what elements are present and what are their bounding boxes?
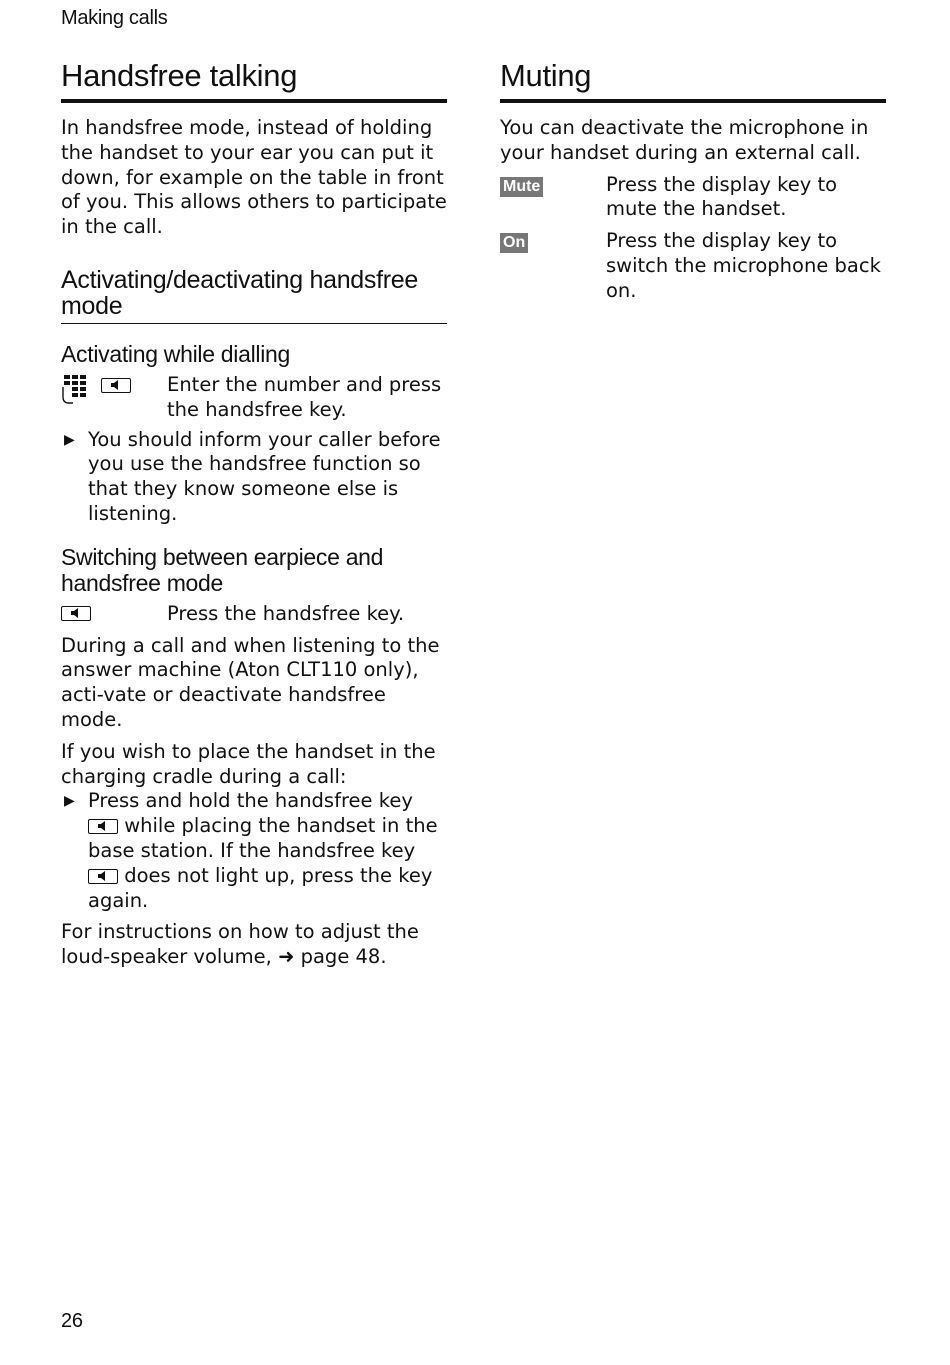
title-muting: Muting bbox=[500, 58, 886, 103]
speaker-key-icon bbox=[101, 378, 131, 393]
triangle-bullet-icon: ▶ bbox=[64, 431, 75, 448]
speaker-key-icon bbox=[88, 869, 118, 884]
bullet-inform-caller-text: You should inform your caller before you use the handsfree function so that they know someone else is listening. bbox=[88, 427, 441, 525]
on-display-key: On bbox=[500, 233, 528, 253]
page-reference-link[interactable]: page 48. bbox=[300, 945, 387, 969]
page-number: 26 bbox=[61, 1310, 83, 1332]
bullet-press-hold bbox=[61, 789, 447, 913]
step-press-handsfree-text: Press the handsfree key. bbox=[167, 601, 405, 625]
bullet-press-hold-text: Press and hold the handsfree key while placing the handset in the base station. If the handsfree key does not light up, press the key again. bbox=[88, 789, 438, 912]
mute-display-key: Mute bbox=[500, 177, 543, 197]
title-handsfree-talking: Handsfree talking bbox=[61, 58, 447, 103]
speaker-key-icon bbox=[88, 819, 118, 834]
step-dial bbox=[61, 373, 447, 423]
bullet-inform-caller bbox=[61, 428, 447, 527]
left-column bbox=[61, 58, 447, 970]
step-keys bbox=[61, 373, 167, 423]
step-mute-text: Press the display key to mute the handset. bbox=[606, 172, 838, 221]
muting-intro: You can deactivate the microphone in your handset during an external call. bbox=[500, 116, 869, 164]
paragraph-charging-cradle: If you wish to place the handset in the charging cradle during a call: bbox=[61, 739, 436, 788]
section-heading: Activating/deactivating handsfree mode bbox=[61, 267, 447, 324]
paragraph-volume: For instructions on how to adjust the loud-speaker volume, ➜ page 48. bbox=[61, 920, 419, 969]
step-dial-text: Enter the number and press the handsfree key. bbox=[167, 372, 442, 421]
step-on bbox=[500, 229, 886, 303]
speaker-key-icon bbox=[61, 606, 91, 621]
keypad-icon bbox=[61, 373, 91, 412]
intro-paragraph: In handsfree mode, instead of holding the handset to your ear you can put it down, for example on the table in front of you. This allows others to participate in the call. bbox=[61, 116, 447, 239]
paragraph-during-call: During a call and when listening to the answer machine (Aton CLT110 only), acti-vate or deactivate handsfree mode. bbox=[61, 633, 440, 731]
running-head: Making calls bbox=[61, 7, 168, 29]
subheading-activating: Activating while dialling bbox=[61, 340, 291, 367]
subheading-switching: Switching between earpiece and handsfree mode bbox=[61, 543, 384, 596]
step-mute bbox=[500, 173, 886, 223]
triangle-bullet-icon: ▶ bbox=[64, 793, 75, 810]
right-arrow-icon: ➜ bbox=[278, 945, 295, 969]
step-press-handsfree bbox=[61, 602, 447, 627]
right-column bbox=[500, 58, 886, 304]
step-on-text: Press the display key to switch the microphone back on. bbox=[606, 229, 881, 302]
